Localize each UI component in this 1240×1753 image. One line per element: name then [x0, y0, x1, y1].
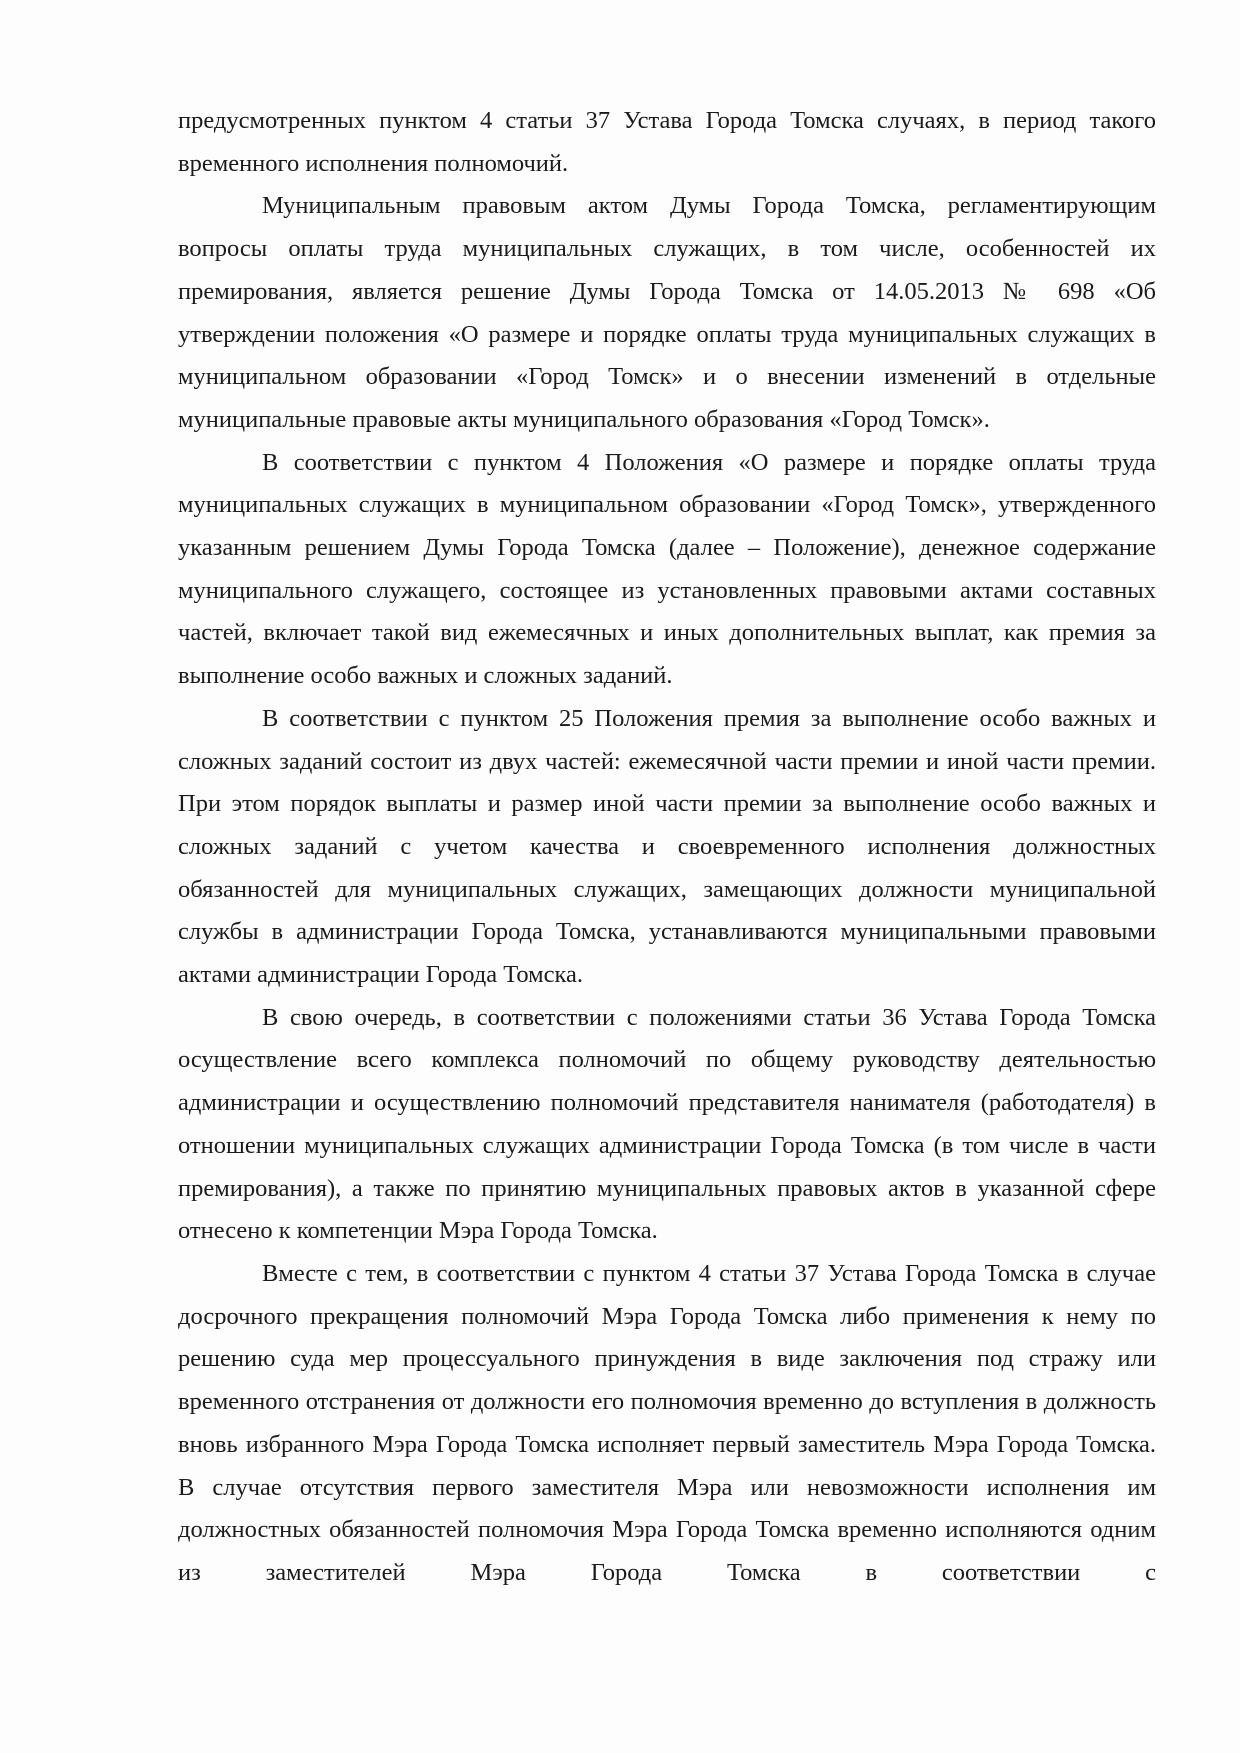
paragraph-continuation: предусмотренных пунктом 4 статьи 37 Устава Города Томска случаях, в период такого временного исполнения полномочий.	[178, 107, 1156, 177]
paragraph-article-36: В свою очередь, в соответствии с положениями статьи 36 Устава Города Томска осуществление всего комплекса полномочий по общему руководству деятельностью администрации и осуществлению полномочий представителя нанимателя (работодателя) в отношении муниципальных служащих администрации Города Томска (в том числе в части премирования), а также по принятию муниципальных правовых актов в указанной сфере отнесено к компетенции Мэра Города Томска.	[178, 1003, 1156, 1245]
paragraph-clause-25: В соответствии с пунктом 25 Положения премия за выполнение особо важных и сложных заданий состоит из двух частей: ежемесячной части премии и иной части премии. При этом порядок выплаты и размер иной части премии за выполнение особо важных и сложных заданий с учетом качества и своевременного исполнения должностных обязанностей для муниципальных служащих, замещающих должности муниципальной службы в администрации Города Томска, устанавливаются муниципальными правовыми актами администрации Города Томска.	[178, 704, 1156, 989]
paragraph-municipal-act: Муниципальным правовым актом Думы Города Томска, регламентирующим вопросы оплаты труда муниципальных служащих, в том числе, особенностей их премирования, является решение Думы Города Томска от 14.05.2013 № 698 «Об утверждении положения «О размере и порядке оплаты труда муниципальных служащих в муниципальном образовании «Город Томск» и о внесении изменений в отдельные муниципальные правовые акты муниципального образования «Город Томск».	[178, 192, 1156, 433]
paragraph-article-37: Вместе с тем, в соответствии с пунктом 4 статьи 37 Устава Города Томска в случае досрочного прекращения полномочий Мэра Города Томска либо применения к нему по решению суда мер процессуального принуждения в виде заключения под стражу или временного отстранения от должности его полномочия временно до вступления в должность вновь избранного Мэра Города Томска исполняет первый заместитель Мэра Города Томска. В случае отсутствия первого заместителя Мэра или невозможности исполнения им должностных обязанностей полномочия Мэра Города Томска временно исполняются одним из заместителей Мэра Города Томска в соответствии с	[178, 1259, 1156, 1586]
paragraph-clause-4: В соответствии с пунктом 4 Положения «О размере и порядке оплаты труда муниципальных служащих в муниципальном образовании «Город Томск», утвержденного указанным решением Думы Города Томска (далее – Положение), денежное содержание муниципального служащего, состоящее из установленных правовыми актами составных частей, включает такой вид ежемесячных и иных дополнительных выплат, как премия за выполнение особо важных и сложных заданий.	[178, 448, 1156, 690]
document-body	[178, 100, 1156, 1595]
